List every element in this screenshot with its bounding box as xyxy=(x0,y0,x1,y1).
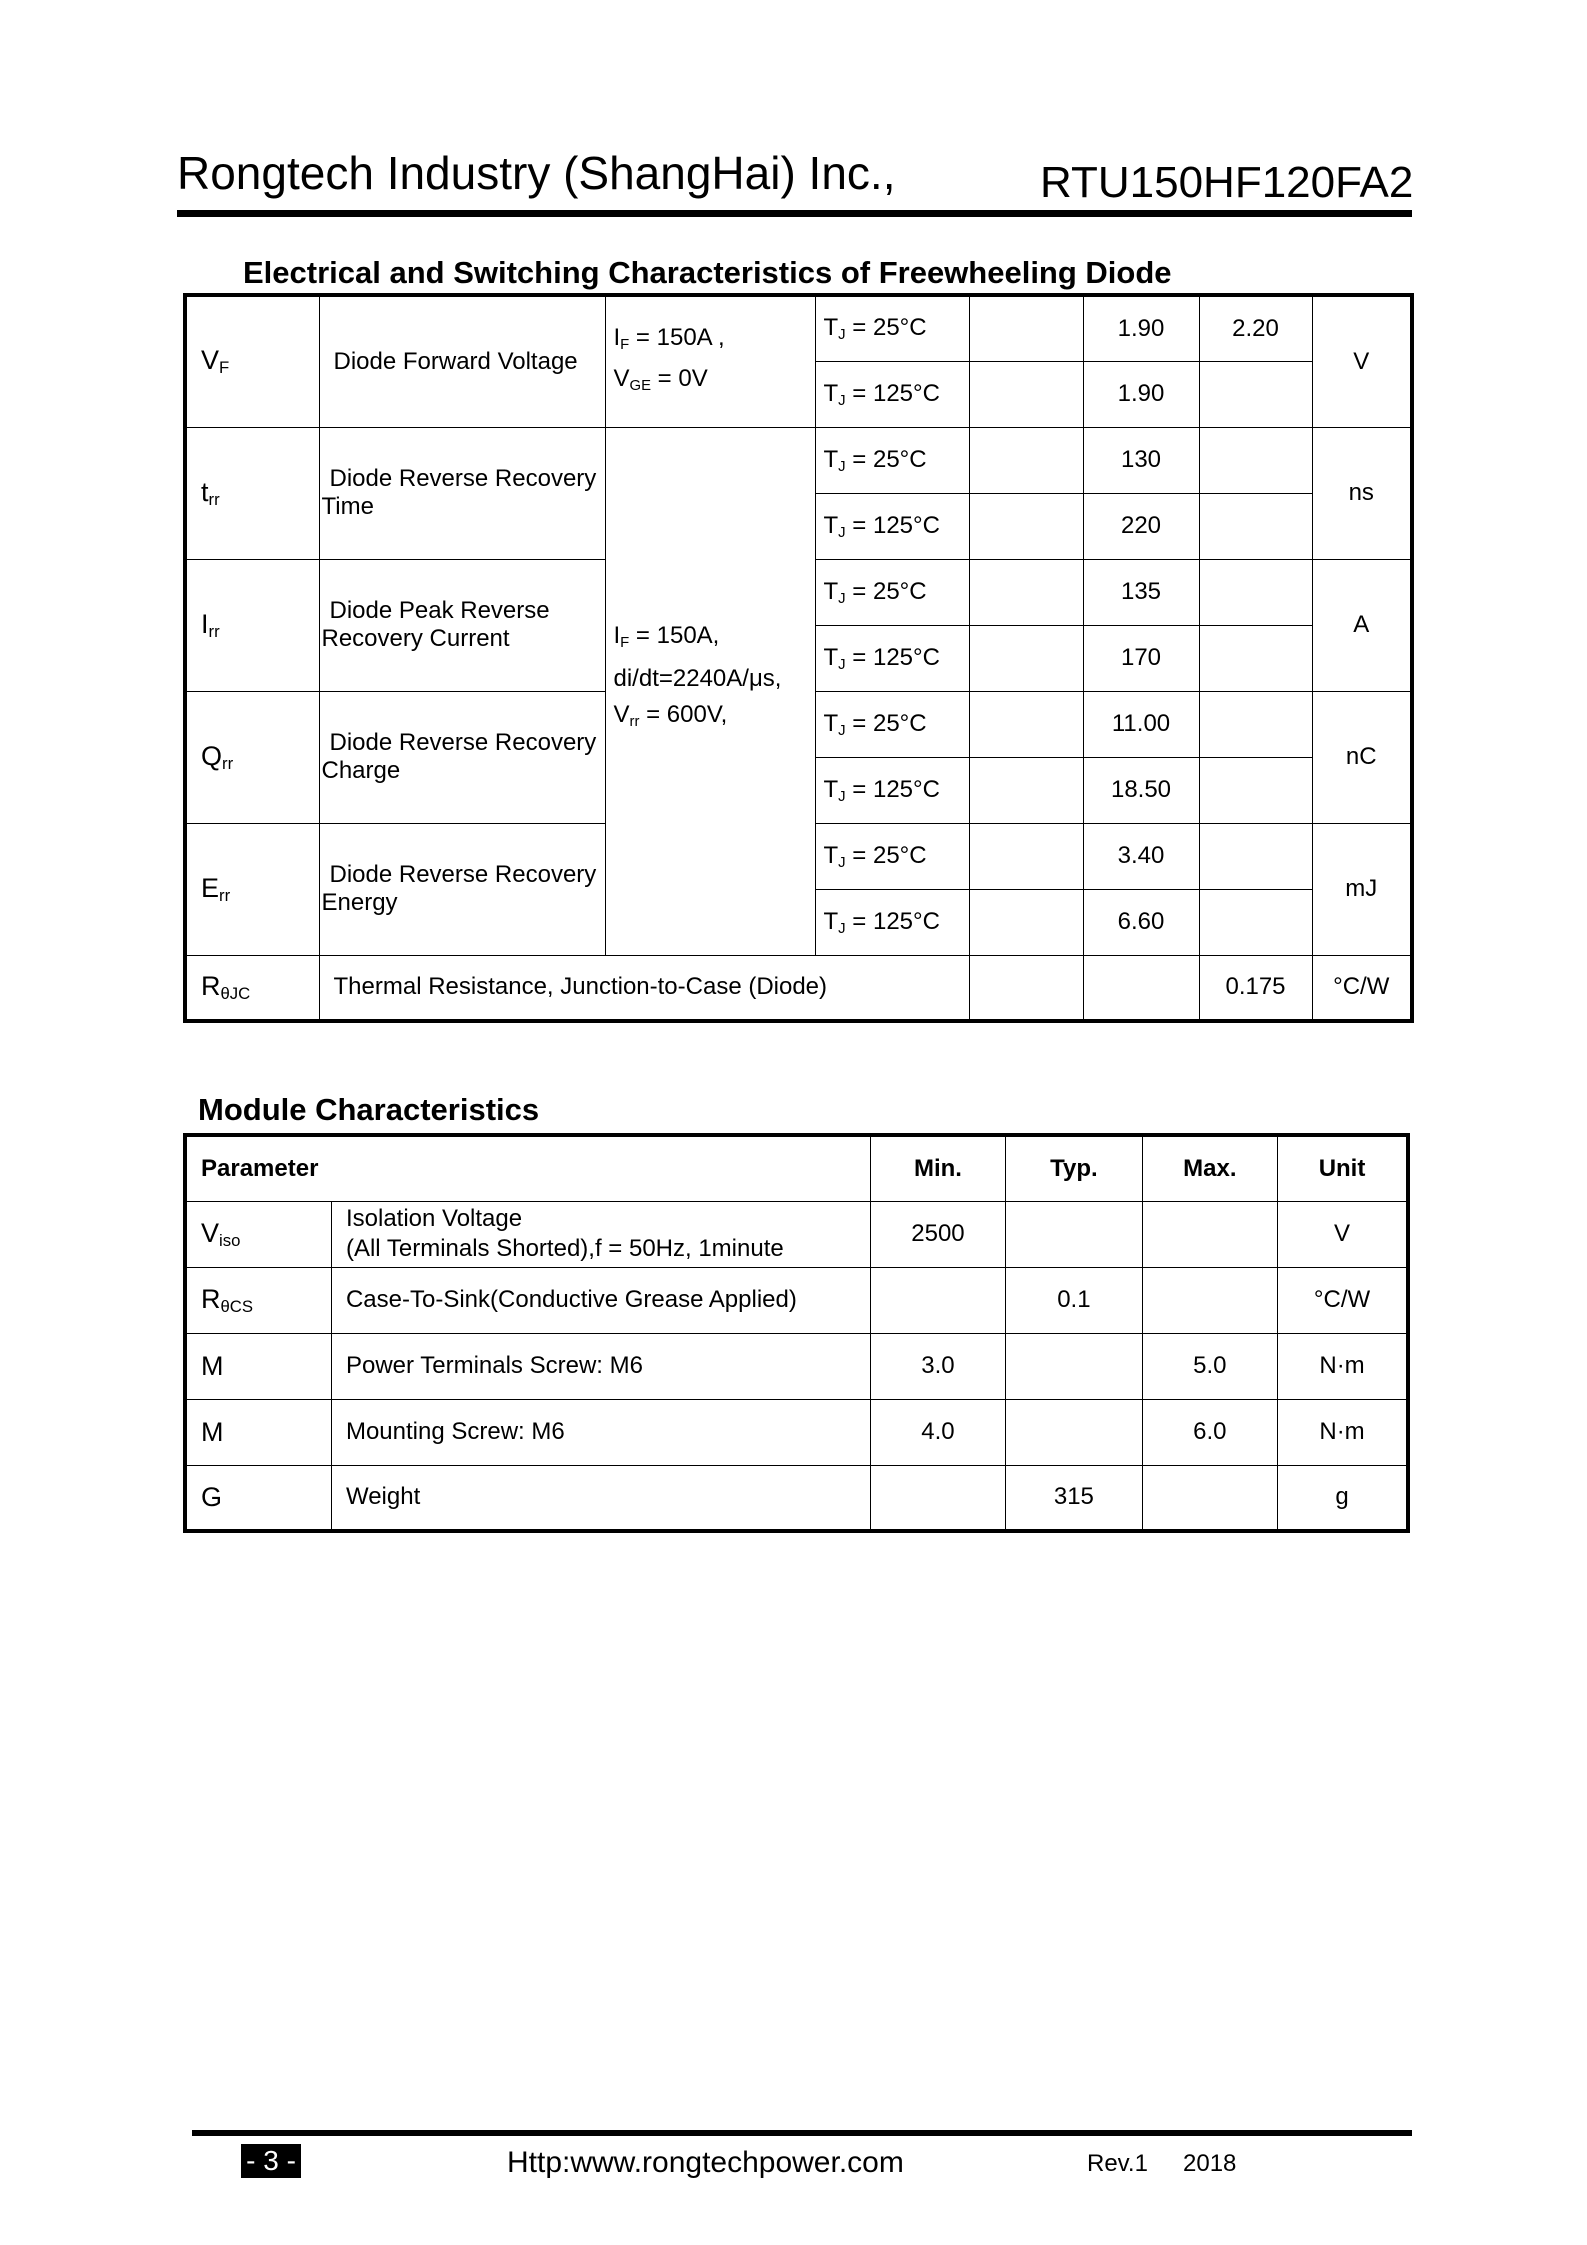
max-cell: 5.0 xyxy=(1142,1333,1277,1399)
unit-cell: N·m xyxy=(1278,1333,1408,1399)
description-err: Diode Reverse Recovery Energy xyxy=(319,823,605,955)
table-row xyxy=(185,1201,1408,1267)
tj-cell: $T_J = 25^\circ C$ xyxy=(815,691,969,757)
min-cell xyxy=(969,295,1083,361)
tj-cell: $T_J = 125^\circ C$ xyxy=(815,361,969,427)
min-cell xyxy=(969,823,1083,889)
max-cell xyxy=(1199,427,1312,493)
typ-cell: 315 xyxy=(1006,1465,1142,1531)
min-cell xyxy=(969,559,1083,625)
tj-cell: $T_J = 125^\circ C$ xyxy=(815,757,969,823)
typ-cell: 170 xyxy=(1083,625,1199,691)
max-cell xyxy=(1199,361,1312,427)
unit-cell: V xyxy=(1312,295,1412,427)
typ-cell: 11.00 xyxy=(1083,691,1199,757)
max-cell xyxy=(1142,1267,1277,1333)
company-name: Rongtech Industry (ShangHai) Inc., xyxy=(177,147,896,199)
max-cell xyxy=(1199,559,1312,625)
min-cell xyxy=(969,691,1083,757)
min-cell xyxy=(969,361,1083,427)
min-cell xyxy=(969,493,1083,559)
symbol-irr: $I_{rr}$ xyxy=(185,559,319,691)
table-row xyxy=(185,427,1412,493)
typ-cell xyxy=(1083,955,1199,1021)
unit-cell: V xyxy=(1278,1201,1408,1267)
symbol-vf: $V_F$ xyxy=(185,295,319,427)
description-rth-jc: Thermal Resistance, Junction-to-Case (Diode) xyxy=(319,955,969,1021)
header-divider xyxy=(177,210,1412,217)
description-mounting-screw: Mounting Screw: M6 xyxy=(331,1399,870,1465)
symbol-g: G xyxy=(185,1465,331,1531)
unit-cell: g xyxy=(1278,1465,1408,1531)
max-cell: 0.175 xyxy=(1199,955,1312,1021)
tj-cell: $T_J = 25^\circ C$ xyxy=(815,823,969,889)
tj-cell: $T_J = 25^\circ C$ xyxy=(815,427,969,493)
unit-cell: nC xyxy=(1312,691,1412,823)
symbol-viso: $V_{iso}$ xyxy=(185,1201,331,1267)
min-cell: 4.0 xyxy=(870,1399,1005,1465)
header-typ: Typ. xyxy=(1006,1135,1142,1201)
diode-section-title: Electrical and Switching Characteristics of Freewheeling Diode xyxy=(243,255,1172,290)
max-cell xyxy=(1199,691,1312,757)
tj-cell: $T_J = 125^\circ C$ xyxy=(815,493,969,559)
description-viso: Isolation Voltage (All Terminals Shorted),f = 50Hz, 1minute xyxy=(331,1201,870,1267)
max-cell xyxy=(1142,1201,1277,1267)
website-link[interactable]: Http:www.rongtechpower.com xyxy=(507,2146,904,2179)
description-weight: Weight xyxy=(331,1465,870,1531)
symbol-rth-cs: $R_{\theta CS}$ xyxy=(185,1267,331,1333)
unit-cell: N·m xyxy=(1278,1399,1408,1465)
description-irr: Diode Peak Reverse Recovery Current xyxy=(319,559,605,691)
conditions-vf: $I_F = 150A$ , $V_{GE} = 0V$ xyxy=(605,295,815,427)
table-row xyxy=(185,1465,1408,1531)
revision: Rev.1 xyxy=(1087,2150,1148,2177)
min-cell: 3.0 xyxy=(870,1333,1005,1399)
year: 2018 xyxy=(1183,2150,1237,2177)
typ-cell xyxy=(1006,1201,1142,1267)
typ-cell xyxy=(1006,1399,1142,1465)
header-min: Min. xyxy=(870,1135,1005,1201)
min-cell: 2500 xyxy=(870,1201,1005,1267)
unit-cell: °C/W xyxy=(1278,1267,1408,1333)
max-cell xyxy=(1142,1465,1277,1531)
diode-characteristics-table xyxy=(183,293,1414,1023)
header-parameter: Parameter xyxy=(185,1135,870,1201)
header-unit: Unit xyxy=(1278,1135,1408,1201)
unit-cell: mJ xyxy=(1312,823,1412,955)
header-max: Max. xyxy=(1142,1135,1277,1201)
symbol-trr: $t_{rr}$ xyxy=(185,427,319,559)
unit-cell: °C/W xyxy=(1312,955,1412,1021)
table-row xyxy=(185,1267,1408,1333)
min-cell xyxy=(870,1267,1005,1333)
max-cell: 2.20 xyxy=(1199,295,1312,361)
max-cell xyxy=(1199,625,1312,691)
symbol-m-power: M xyxy=(185,1333,331,1399)
symbol-rth-jc: $R_{\theta JC}$ xyxy=(185,955,319,1021)
typ-cell xyxy=(1006,1333,1142,1399)
typ-cell: 18.50 xyxy=(1083,757,1199,823)
typ-cell: 1.90 xyxy=(1083,295,1199,361)
table-row xyxy=(185,955,1412,1021)
unit-cell: A xyxy=(1312,559,1412,691)
footer-divider xyxy=(192,2130,1412,2136)
max-cell xyxy=(1199,889,1312,955)
symbol-err: $E_{rr}$ xyxy=(185,823,319,955)
table-header-row xyxy=(185,1135,1408,1201)
max-cell: 6.0 xyxy=(1142,1399,1277,1465)
page-number: - 3 - xyxy=(241,2144,301,2178)
min-cell xyxy=(870,1465,1005,1531)
typ-cell: 1.90 xyxy=(1083,361,1199,427)
unit-cell: ns xyxy=(1312,427,1412,559)
description-vf: Diode Forward Voltage xyxy=(319,295,605,427)
max-cell xyxy=(1199,757,1312,823)
description-rth-cs: Case-To-Sink(Conductive Grease Applied) xyxy=(331,1267,870,1333)
tj-cell: $T_J = 125^\circ C$ xyxy=(815,889,969,955)
typ-cell: 220 xyxy=(1083,493,1199,559)
tj-cell: $T_J = 25^\circ C$ xyxy=(815,295,969,361)
typ-cell: 6.60 xyxy=(1083,889,1199,955)
typ-cell: 0.1 xyxy=(1006,1267,1142,1333)
max-cell xyxy=(1199,493,1312,559)
tj-cell: $T_J = 125^\circ C$ xyxy=(815,625,969,691)
symbol-m-mounting: M xyxy=(185,1399,331,1465)
min-cell xyxy=(969,427,1083,493)
table-row xyxy=(185,1399,1408,1465)
min-cell xyxy=(969,625,1083,691)
description-trr: Diode Reverse Recovery Time xyxy=(319,427,605,559)
min-cell xyxy=(969,889,1083,955)
typ-cell: 135 xyxy=(1083,559,1199,625)
min-cell xyxy=(969,757,1083,823)
typ-cell: 130 xyxy=(1083,427,1199,493)
description-power-screw: Power Terminals Screw: M6 xyxy=(331,1333,870,1399)
typ-cell: 3.40 xyxy=(1083,823,1199,889)
tj-cell: $T_J = 25^\circ C$ xyxy=(815,559,969,625)
shared-conditions: $I_F = 150A$, di/dt=2240A/μs, $V_{rr} = 600V$, xyxy=(605,427,815,955)
module-section-title: Module Characteristics xyxy=(198,1092,540,1127)
max-cell xyxy=(1199,823,1312,889)
module-characteristics-table xyxy=(183,1133,1410,1533)
table-row xyxy=(185,1333,1408,1399)
symbol-qrr: $Q_{rr}$ xyxy=(185,691,319,823)
min-cell xyxy=(969,955,1083,1021)
part-number: RTU150HF120FA2 xyxy=(1040,158,1414,207)
table-row xyxy=(185,295,1412,361)
description-qrr: Diode Reverse Recovery Charge xyxy=(319,691,605,823)
